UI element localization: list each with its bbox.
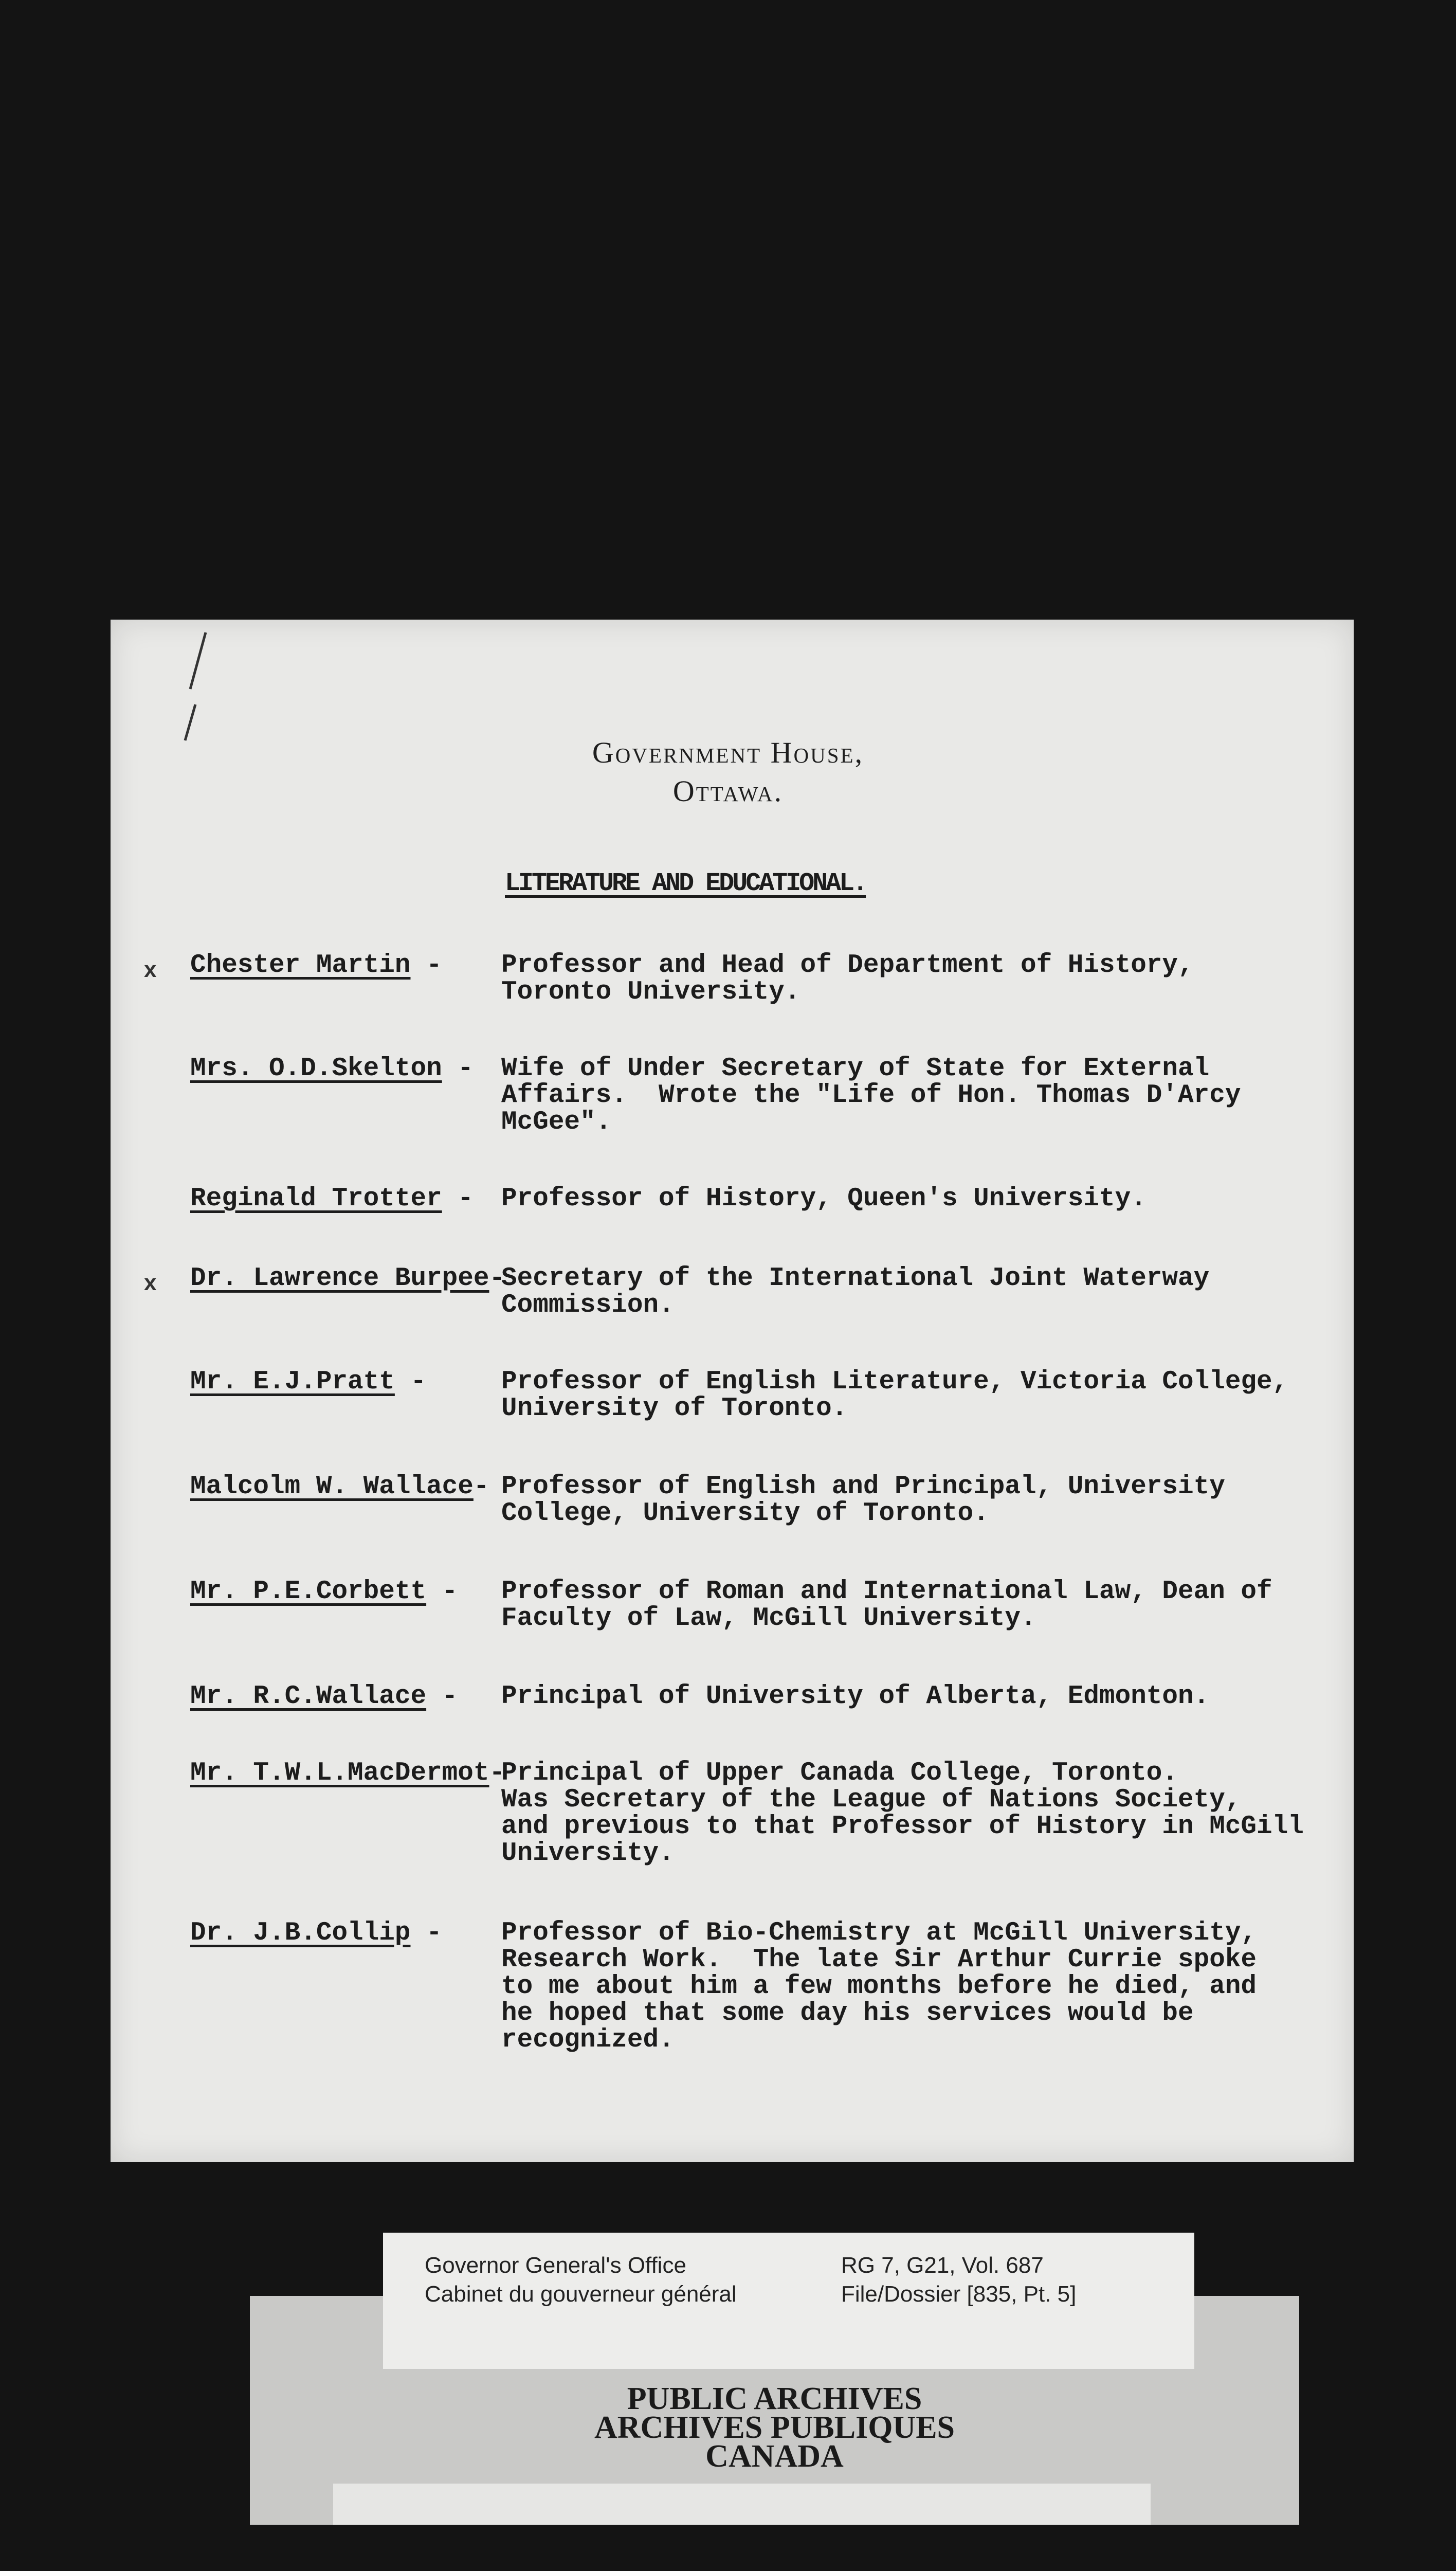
entry-name: Mr. T.W.L.MacDermot — [190, 1759, 489, 1788]
entry-separator: - — [410, 951, 442, 980]
stamp-line1: PUBLIC ARCHIVES — [627, 2381, 922, 2416]
description-line: to me about him a few months before he died, and — [501, 1972, 1257, 2001]
pencil-mark-icon — [175, 627, 216, 746]
entry-name: Mr. R.C.Wallace — [190, 1682, 427, 1711]
description-line: Commission. — [501, 1291, 675, 1320]
entry-separator: - — [442, 1184, 474, 1214]
entry-separator: - — [473, 1472, 489, 1501]
entry-name: Malcolm W. Wallace — [190, 1472, 474, 1501]
description-line: Professor and Head of Department of History, — [501, 951, 1194, 980]
description-line: University of Toronto. — [501, 1394, 848, 1423]
description-line: McGee". — [501, 1108, 612, 1137]
description-line: Professor of Roman and International Law, Dean of — [501, 1577, 1272, 1606]
entry-name: Mrs. O.D.Skelton — [190, 1054, 442, 1083]
stamp-line3: CANADA — [705, 2439, 844, 2474]
entry-name: Mr. P.E.Corbett — [190, 1577, 427, 1606]
section-title: LITERATURE AND EDUCATIONAL. — [505, 869, 866, 898]
entry-name-block — [190, 1265, 505, 1292]
entry-description — [501, 1579, 1272, 1632]
entry-name-block — [190, 1920, 442, 1947]
entry-name-block — [190, 1186, 474, 1212]
entry-separator: - — [489, 1759, 505, 1788]
description-line: Wife of Under Secretary of State for External — [501, 1054, 1210, 1083]
archive-reference: RG 7, G21, Vol. 687 — [841, 2253, 1044, 2278]
entry-description — [501, 1056, 1241, 1136]
entry-name-block — [190, 1579, 458, 1605]
description-line: and previous to that Professor of History in McGill — [501, 1812, 1304, 1841]
description-line: Professor of English and Principal, University — [501, 1472, 1225, 1501]
description-line: Principal of University of Alberta, Edmonton. — [501, 1682, 1210, 1711]
entry-description — [501, 952, 1194, 1006]
entry-separator: - — [410, 1918, 442, 1948]
entry-separator: - — [442, 1054, 474, 1083]
letterhead-line1: Government House, — [592, 736, 864, 769]
entry-description — [501, 1369, 1288, 1422]
entry-name-block — [190, 1056, 474, 1082]
entry-name: Reginald Trotter — [190, 1184, 442, 1214]
entry-description — [501, 1265, 1209, 1319]
description-line: Principal of Upper Canada College, Toronto. — [501, 1759, 1178, 1788]
description-line: Professor of Bio-Chemistry at McGill University, — [501, 1918, 1257, 1948]
entry-name: Chester Martin — [190, 951, 411, 980]
entry-name: Dr. J.B.Collip — [190, 1918, 411, 1948]
entry-name-block — [190, 1474, 489, 1500]
entry-separator: - — [426, 1577, 458, 1606]
description-line: recognized. — [501, 2025, 675, 2055]
archive-strip-bottom — [333, 2484, 1151, 2525]
entry-description — [501, 1186, 1146, 1212]
entry-name-block — [190, 1369, 426, 1396]
description-line: Faculty of Law, McGill University. — [501, 1604, 1036, 1633]
letterhead-line2: Ottawa. — [672, 774, 784, 808]
office-fr: Cabinet du gouverneur général — [425, 2282, 737, 2307]
entry-name: Dr. Lawrence Burpee — [190, 1264, 489, 1293]
description-line: Professor of English Literature, Victoria College, — [501, 1367, 1288, 1397]
entry-name-block — [190, 1760, 505, 1787]
archive-file: File/Dossier [835, Pt. 5] — [841, 2282, 1077, 2307]
stamp-line2: ARCHIVES PUBLIQUES — [594, 2410, 955, 2445]
entry-name-block — [190, 952, 442, 979]
description-line: Was Secretary of the League of Nations Society, — [501, 1785, 1241, 1815]
entry-separator: - — [489, 1264, 505, 1293]
margin-check-mark: x — [144, 957, 157, 982]
entry-name: Mr. E.J.Pratt — [190, 1367, 395, 1397]
entry-separator: - — [426, 1682, 458, 1711]
description-line: Toronto University. — [501, 977, 800, 1007]
description-line: College, University of Toronto. — [501, 1499, 989, 1528]
description-line: he hoped that some day his services would be — [501, 1999, 1194, 2028]
entry-name-block — [190, 1683, 458, 1710]
description-line: Affairs. Wrote the "Life of Hon. Thomas D'Arcy — [501, 1081, 1241, 1110]
description-line: Professor of History, Queen's University. — [501, 1184, 1146, 1214]
description-line: University. — [501, 1839, 675, 1868]
description-line: Research Work. The late Sir Arthur Currie spoke — [501, 1945, 1257, 1975]
description-line: Secretary of the International Joint Waterway — [501, 1264, 1210, 1293]
entry-description — [501, 1920, 1257, 2054]
entry-description — [501, 1474, 1225, 1527]
entry-separator: - — [394, 1367, 427, 1397]
entry-description — [501, 1760, 1304, 1867]
office-en: Governor General's Office — [425, 2253, 686, 2278]
margin-check-mark: x — [144, 1270, 157, 1295]
entry-description — [501, 1683, 1209, 1710]
